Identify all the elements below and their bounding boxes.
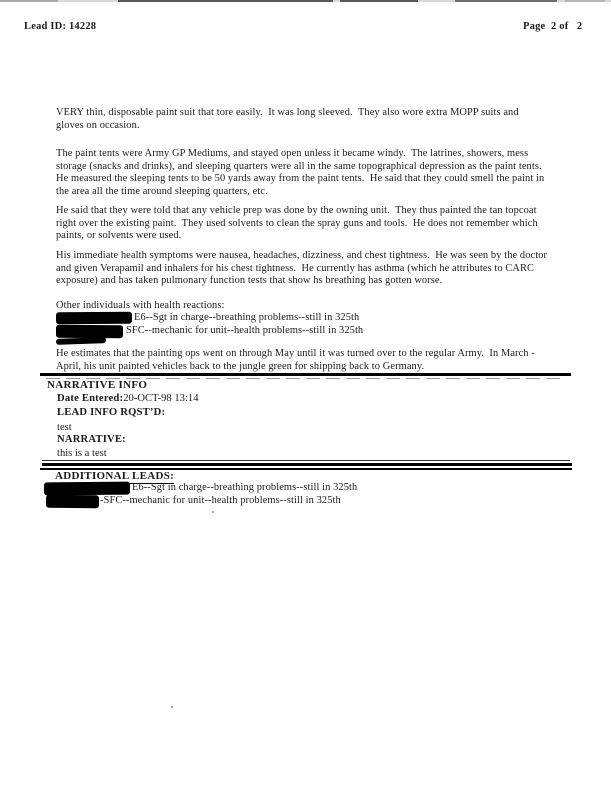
health-reaction-text: E6--Sgt in charge--breathing problems--still in 325th (134, 312, 360, 323)
health-reactions-intro (56, 300, 596, 313)
body-line: paints, or solvents were used. (56, 230, 182, 241)
body-line: April, his unit painted vehicles back to the jungle green for shipping back to Germany. (56, 360, 425, 372)
date-entered-value: 20-OCT-98 13:14 (123, 393, 199, 404)
redaction-bar (56, 325, 123, 338)
additional-lead-item (46, 495, 341, 508)
paragraph-health-symptoms (56, 250, 596, 288)
lead-info-rqstd-label: LEAD INFO RQST’D: (57, 407, 166, 418)
scan-edge-segment (118, 0, 333, 2)
body-line: gloves on occasion. (56, 119, 140, 131)
paragraph-tents (56, 148, 596, 198)
narrative-value: this is a test (57, 448, 107, 459)
page-number-label: Page 2 of 2 (523, 21, 583, 32)
scan-edge-segment (340, 0, 418, 2)
scan-edge-segment (0, 0, 58, 2)
section-divider (42, 460, 570, 461)
section-divider (42, 463, 572, 466)
lead-id-label: Lead ID: 14228 (24, 21, 97, 32)
body-line: His immediate health symptoms were nausea, headaches, dizziness, and chest tightness. He was seen by the doctor (56, 250, 548, 261)
additional-lead-text: -SFC--mechanic for unit--health problems--still in 325th (100, 495, 341, 506)
body-line: VERY thin, disposable paint suit that tore easily. It was long sleeved. They also wore extra MOPP suits and (56, 107, 519, 118)
section-divider (40, 373, 571, 376)
date-entered-label: Date Entered: (57, 393, 124, 404)
additional-leads-title: ADDITIONAL LEADS: (55, 470, 175, 482)
paragraph-estimate (56, 348, 596, 373)
scan-edge-artifact (0, 0, 611, 2)
lead-info-rqstd-value: test (57, 422, 72, 433)
body-line: the area all the time around sleeping quarters, etc. (56, 185, 268, 197)
redaction-bar (56, 337, 106, 345)
redaction-bar (44, 482, 130, 496)
health-reaction-item (56, 325, 363, 338)
redaction-bar (46, 495, 99, 508)
body-line: and given Verapamil and inhalers for his chest tightness. He currently has asthma (which he attributes to CARC (56, 262, 535, 274)
scan-speck (171, 706, 173, 708)
date-entered-row (57, 393, 199, 404)
body-line: He said that they were told that any vehicle prep was done by the owning unit. They thus painted the tan topcoat (56, 205, 537, 216)
health-reaction-text: SFC--mechanic for unit--health problems--still in 325th (126, 325, 364, 336)
body-line: The paint tents were Army GP Mediums, and stayed open unless it became windy. The latrines, showers, mess (56, 148, 529, 159)
paragraph-vehicle-prep (56, 205, 596, 243)
narrative-info-title: NARRATIVE INFO (47, 379, 148, 391)
body-line: exposure) and has taken pulmonary function tests that show hs breathing has gotten worse. (56, 275, 443, 286)
body-line: storage (snacks and drinks), and sleeping quarters were all in the same topographical depression as the paint tents. (56, 160, 542, 172)
redaction-bar (56, 312, 132, 325)
additional-lead-item (44, 482, 357, 495)
body-line: right over the existing paint. They used solvents to clean the spray guns and tools. He does not remember which (56, 217, 538, 229)
scan-edge-segment (565, 0, 605, 2)
narrative-label: NARRATIVE: (57, 434, 126, 445)
scan-edge-segment (455, 0, 557, 2)
health-reaction-item (56, 312, 359, 325)
scan-speck (212, 511, 214, 513)
body-line: He measured the sleeping tents to be 50 yards away from the paint tents. He said that they could smell the paint in (56, 173, 545, 184)
additional-lead-text: E6--Sgt in charge--breathing problems--still in 325th (132, 482, 358, 493)
paragraph-suit (56, 107, 596, 132)
body-line: He estimates that the painting ops went on through May until it was turned over to the regular Army. In March - (56, 348, 535, 359)
body-line: Other individuals with health reactions: (56, 300, 225, 311)
